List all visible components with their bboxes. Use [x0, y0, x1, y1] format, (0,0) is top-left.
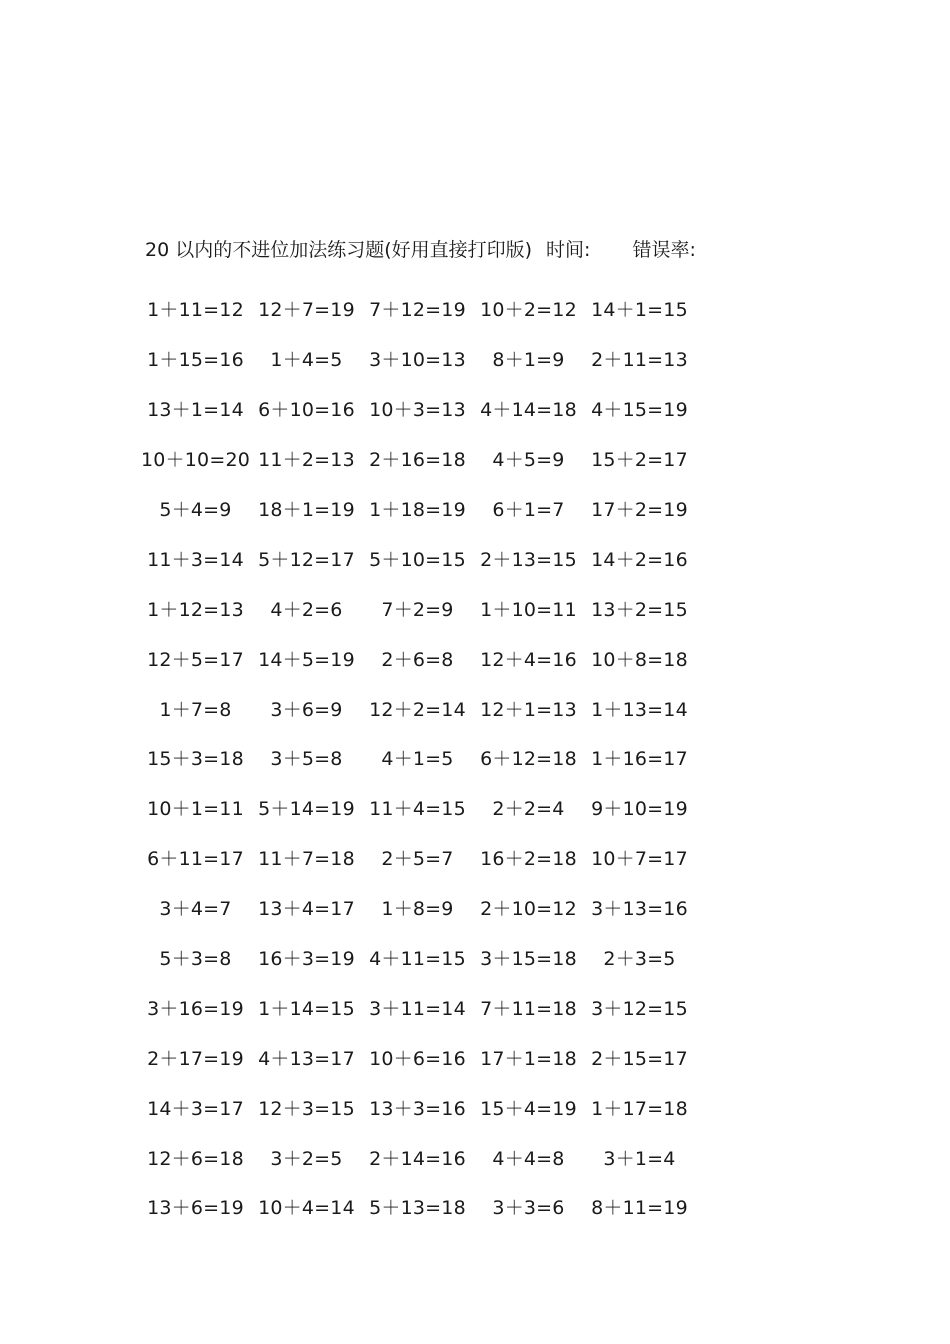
addition-problem: 10＋2=12	[480, 299, 577, 322]
addition-problem: 1＋13=14	[591, 698, 688, 721]
addition-problem: 1＋11=12	[147, 299, 244, 322]
addition-problem: 4＋4=8	[492, 1147, 565, 1170]
addition-problem: 16＋2=18	[480, 848, 577, 871]
addition-problem: 1＋17=18	[591, 1097, 688, 1120]
addition-problem: 17＋2=19	[591, 499, 688, 521]
addition-problem: 5＋12=17	[258, 548, 355, 571]
addition-problem: 14＋1=15	[591, 299, 688, 322]
addition-problem: 10＋3=13	[369, 399, 466, 422]
addition-problem: 4＋11=15	[369, 948, 466, 971]
addition-problem: 12＋2=14	[369, 698, 466, 721]
problem-row	[140, 533, 720, 583]
time-label: 时间:	[546, 239, 591, 261]
error-rate-label: 错误率:	[632, 239, 696, 261]
problem-row	[140, 284, 720, 334]
addition-problem: 5＋13=18	[369, 1197, 466, 1220]
addition-problem: 3＋5=8	[270, 748, 343, 771]
problem-row	[140, 1032, 720, 1082]
addition-problem: 15＋2=17	[591, 449, 688, 472]
addition-problem: 13＋2=15	[591, 598, 688, 621]
problem-row	[140, 434, 720, 484]
problem-row	[140, 683, 720, 733]
addition-problem: 15＋3=18	[147, 748, 244, 771]
addition-problem: 7＋12=19	[369, 299, 466, 322]
addition-problem: 11＋2=13	[258, 449, 355, 472]
addition-problem: 2＋11=13	[591, 349, 688, 372]
addition-problem: 2＋10=12	[480, 898, 577, 921]
problem-row	[140, 883, 720, 933]
addition-problem: 1＋15=16	[147, 349, 244, 372]
addition-problem: 5＋4=9	[159, 499, 232, 521]
addition-problem: 4＋2=6	[270, 598, 343, 621]
addition-problem: 11＋7=18	[258, 848, 355, 871]
addition-problem: 1＋12=13	[147, 598, 244, 621]
addition-problem: 12＋1=13	[480, 698, 577, 721]
addition-problem: 5＋3=8	[159, 948, 232, 971]
addition-problem: 14＋5=19	[258, 648, 355, 671]
addition-problem: 10＋8=18	[591, 648, 688, 671]
addition-problem: 12＋3=15	[258, 1097, 355, 1120]
addition-problem: 3＋4=7	[159, 898, 232, 921]
addition-problem: 1＋18=19	[369, 499, 466, 521]
addition-problem: 1＋14=15	[258, 997, 355, 1020]
addition-problem: 4＋15=19	[591, 399, 688, 422]
addition-problem: 9＋10=19	[591, 798, 688, 821]
addition-problem: 10＋6=16	[369, 1047, 466, 1070]
problem-row	[140, 733, 720, 783]
addition-problem: 3＋1=4	[603, 1147, 676, 1170]
addition-problem: 3＋15=18	[480, 948, 577, 971]
addition-problem: 4＋5=9	[492, 449, 565, 472]
addition-problem: 2＋15=17	[591, 1047, 688, 1070]
addition-problem: 11＋4=15	[369, 798, 466, 821]
addition-problem: 3＋6=9	[270, 698, 343, 721]
addition-problem: 10＋7=17	[591, 848, 688, 871]
problem-row	[140, 384, 720, 434]
addition-problem: 2＋3=5	[603, 948, 676, 971]
addition-problem: 14＋2=16	[591, 548, 688, 571]
addition-problem: 2＋17=19	[147, 1047, 244, 1070]
addition-problem: 13＋1=14	[147, 399, 244, 422]
addition-problem: 12＋7=19	[258, 299, 355, 322]
addition-problem: 7＋2=9	[381, 598, 454, 621]
addition-problem: 3＋10=13	[369, 349, 466, 372]
addition-problem: 8＋1=9	[492, 349, 565, 372]
addition-problem: 2＋2=4	[492, 798, 565, 821]
problem-row	[140, 1182, 720, 1232]
addition-problem: 14＋3=17	[147, 1097, 244, 1120]
addition-problem: 6＋10=16	[258, 399, 355, 422]
addition-problem: 2＋13=15	[480, 548, 577, 571]
problem-grid	[140, 284, 720, 1232]
addition-problem: 3＋11=14	[369, 997, 466, 1020]
addition-problem: 18＋1=19	[258, 499, 355, 521]
addition-problem: 3＋16=19	[147, 997, 244, 1020]
problem-row	[140, 633, 720, 683]
addition-problem: 3＋12=15	[591, 997, 688, 1020]
addition-problem: 4＋13=17	[258, 1047, 355, 1070]
addition-problem: 10＋10=20	[140, 449, 251, 472]
addition-problem: 8＋11=19	[591, 1197, 688, 1220]
addition-problem: 3＋3=6	[492, 1197, 565, 1220]
addition-problem: 3＋2=5	[270, 1147, 343, 1170]
addition-problem: 12＋6=18	[147, 1147, 244, 1170]
addition-problem: 13＋3=16	[369, 1097, 466, 1120]
addition-problem: 1＋8=9	[381, 898, 454, 921]
addition-problem: 12＋4=16	[480, 648, 577, 671]
problem-row	[140, 583, 720, 633]
problem-row	[140, 334, 720, 384]
addition-problem: 17＋1=18	[480, 1047, 577, 1070]
worksheet-title: 20 以内的不进位加法练习题(好用直接打印版)	[145, 239, 533, 261]
addition-problem: 6＋12=18	[480, 748, 577, 771]
addition-problem: 6＋11=17	[147, 848, 244, 871]
addition-problem: 3＋13=16	[591, 898, 688, 921]
addition-problem: 15＋4=19	[480, 1097, 577, 1120]
addition-problem: 10＋4=14	[258, 1197, 355, 1220]
addition-problem: 4＋14=18	[480, 399, 577, 422]
problem-row	[140, 1132, 720, 1182]
problem-row	[140, 783, 720, 833]
addition-problem: 2＋16=18	[369, 449, 466, 472]
addition-problem: 1＋10=11	[480, 598, 577, 621]
addition-problem: 1＋7=8	[159, 698, 232, 721]
worksheet-header	[145, 236, 696, 264]
addition-problem: 6＋1=7	[492, 499, 565, 521]
problem-row	[140, 833, 720, 883]
problem-row	[140, 933, 720, 983]
addition-problem: 16＋3=19	[258, 948, 355, 971]
addition-problem: 2＋5=7	[381, 848, 454, 871]
addition-problem: 10＋1=11	[147, 798, 244, 821]
addition-problem: 4＋1=5	[381, 748, 454, 771]
addition-problem: 1＋4=5	[270, 349, 343, 372]
addition-problem: 5＋10=15	[369, 548, 466, 571]
problem-row	[140, 982, 720, 1032]
addition-problem: 12＋5=17	[147, 648, 244, 671]
addition-problem: 5＋14=19	[258, 798, 355, 821]
addition-problem: 11＋3=14	[147, 548, 244, 571]
problem-row	[140, 1082, 720, 1132]
addition-problem: 2＋6=8	[381, 648, 454, 671]
addition-problem: 7＋11=18	[480, 997, 577, 1020]
addition-problem: 13＋6=19	[147, 1197, 244, 1220]
problem-row	[140, 484, 720, 534]
addition-problem: 13＋4=17	[258, 898, 355, 921]
addition-problem: 1＋16=17	[591, 748, 688, 771]
addition-problem: 2＋14=16	[369, 1147, 466, 1170]
